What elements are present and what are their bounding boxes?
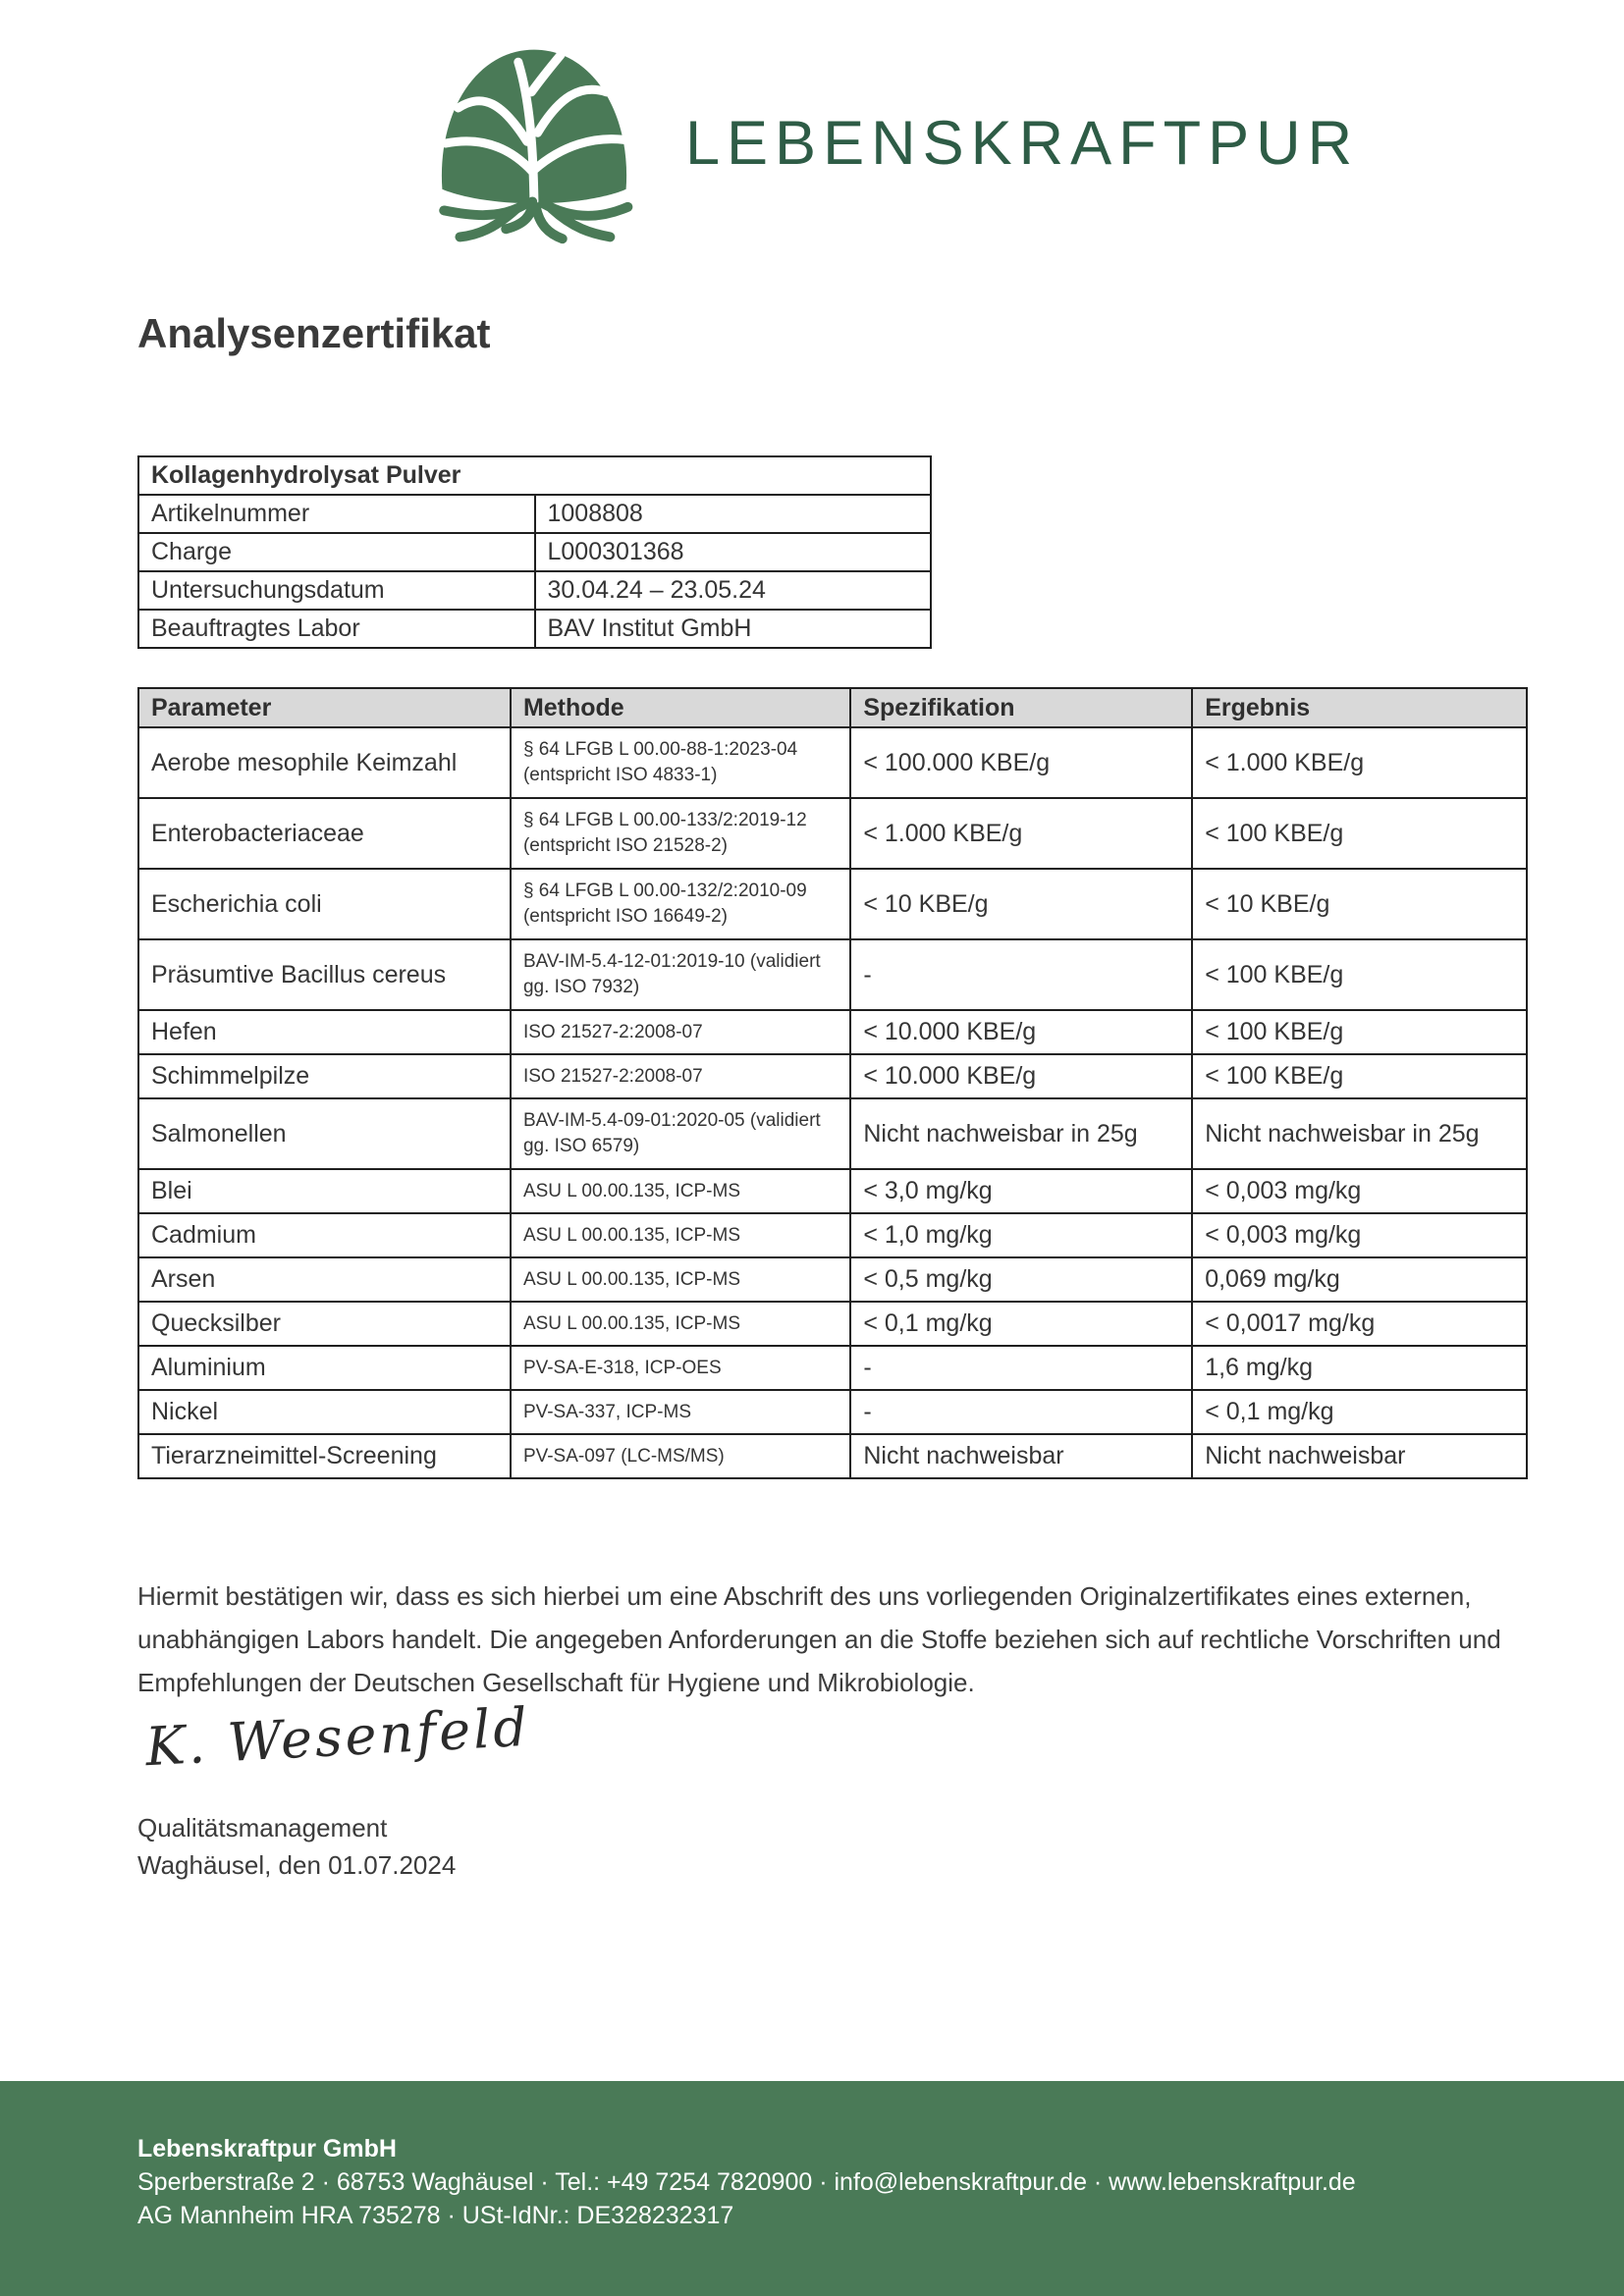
info-label: Untersuchungsdatum — [138, 571, 535, 610]
brand-wordmark: LEBENSKRAFTPUR — [685, 109, 1360, 178]
cell-parameter: Schimmelpilze — [138, 1054, 511, 1098]
cell-spezifikation: - — [850, 1346, 1192, 1390]
info-value: L000301368 — [535, 533, 932, 571]
cell-spezifikation: - — [850, 939, 1192, 1010]
table-row — [138, 1346, 1527, 1390]
column-header-ergebnis: Ergebnis — [1192, 688, 1527, 727]
results-header-row — [138, 688, 1527, 727]
analysis-results-table — [137, 687, 1528, 1479]
cell-ergebnis: < 100 KBE/g — [1192, 939, 1527, 1010]
confirmation-statement: Hiermit bestätigen wir, dass es sich hierbei um eine Abschrift des uns vorliegenden Originalzertifikates eines externen, unabhängigen Labors handelt. Die angegeben Anforderungen an die Stoffe beziehen sich auf rechtliche Vorschriften und Empfehlungen der Deutschen Gesellschaft für Hygiene und Mikrobiologie. — [137, 1581, 1501, 1697]
column-header-methode: Methode — [511, 688, 850, 727]
cell-spezifikation: < 10 KBE/g — [850, 869, 1192, 939]
cell-spezifikation: Nicht nachweisbar in 25g — [850, 1098, 1192, 1169]
cell-methode: ASU L 00.00.135, ICP-MS — [511, 1169, 850, 1213]
info-table-row — [138, 533, 931, 571]
page-title: Analysenzertifikat — [137, 310, 491, 356]
footer-registry-line: AG Mannheim HRA 735278 · USt-IdNr.: DE328232317 — [137, 2202, 734, 2229]
info-table-row — [138, 610, 931, 648]
logo — [420, 37, 1359, 249]
cell-spezifikation: < 3,0 mg/kg — [850, 1169, 1192, 1213]
table-row — [138, 1098, 1527, 1169]
cell-spezifikation: < 1.000 KBE/g — [850, 798, 1192, 869]
cell-spezifikation: < 100.000 KBE/g — [850, 727, 1192, 798]
cell-ergebnis: < 100 KBE/g — [1192, 1010, 1527, 1054]
info-label: Beauftragtes Labor — [138, 610, 535, 648]
info-table-body — [138, 456, 931, 648]
table-row — [138, 1213, 1527, 1257]
footer-address-line: Sperberstraße 2 · 68753 Waghäusel · Tel.: +49 7254 7820900 · info@lebenskraftpur.de · www.lebenskraftpur.de — [137, 2168, 1356, 2196]
table-row — [138, 939, 1527, 1010]
table-row — [138, 1169, 1527, 1213]
cell-methode: PV-SA-337, ICP-MS — [511, 1390, 850, 1434]
info-table-row — [138, 495, 931, 533]
cell-ergebnis: < 10 KBE/g — [1192, 869, 1527, 939]
cell-spezifikation: < 1,0 mg/kg — [850, 1213, 1192, 1257]
table-row — [138, 1054, 1527, 1098]
info-table-row — [138, 571, 931, 610]
cell-ergebnis: 0,069 mg/kg — [1192, 1257, 1527, 1302]
cell-methode: ASU L 00.00.135, ICP-MS — [511, 1213, 850, 1257]
table-row — [138, 1390, 1527, 1434]
cell-methode: § 64 LFGB L 00.00-88-1:2023-04 (entspricht ISO 4833-1) — [511, 727, 850, 798]
cell-methode: PV-SA-E-318, ICP-OES — [511, 1346, 850, 1390]
info-label: Charge — [138, 533, 535, 571]
cell-ergebnis: Nicht nachweisbar — [1192, 1434, 1527, 1478]
tree-with-roots-icon — [420, 37, 648, 249]
product-name: Kollagenhydrolysat Pulver — [138, 456, 931, 495]
cell-parameter: Aerobe mesophile Keimzahl — [138, 727, 511, 798]
cell-methode: § 64 LFGB L 00.00-133/2:2019-12 (entspricht ISO 21528-2) — [511, 798, 850, 869]
cell-methode: ISO 21527-2:2008-07 — [511, 1054, 850, 1098]
info-label: Artikelnummer — [138, 495, 535, 533]
cell-ergebnis: < 0,003 mg/kg — [1192, 1213, 1527, 1257]
cell-ergebnis: < 1.000 KBE/g — [1192, 727, 1527, 798]
signature-handwriting: K. Wesenfeld — [143, 1695, 532, 1779]
cell-parameter: Tierarzneimittel-Screening — [138, 1434, 511, 1478]
cell-parameter: Arsen — [138, 1257, 511, 1302]
cell-parameter: Salmonellen — [138, 1098, 511, 1169]
signature-place-date: Waghäusel, den 01.07.2024 — [137, 1850, 457, 1880]
cell-methode: BAV-IM-5.4-09-01:2020-05 (validiert gg. ISO 6579) — [511, 1098, 850, 1169]
cell-spezifikation: < 0,1 mg/kg — [850, 1302, 1192, 1346]
cell-ergebnis: < 0,1 mg/kg — [1192, 1390, 1527, 1434]
cell-methode: ISO 21527-2:2008-07 — [511, 1010, 850, 1054]
cell-spezifikation: < 10.000 KBE/g — [850, 1054, 1192, 1098]
cell-parameter: Aluminium — [138, 1346, 511, 1390]
footer — [0, 2081, 1624, 2296]
table-row — [138, 869, 1527, 939]
cell-methode: BAV-IM-5.4-12-01:2019-10 (validiert gg. ISO 7932) — [511, 939, 850, 1010]
cell-spezifikation: - — [850, 1390, 1192, 1434]
info-value: 1008808 — [535, 495, 932, 533]
cell-ergebnis: Nicht nachweisbar in 25g — [1192, 1098, 1527, 1169]
cell-methode: ASU L 00.00.135, ICP-MS — [511, 1257, 850, 1302]
cell-methode: PV-SA-097 (LC-MS/MS) — [511, 1434, 850, 1478]
table-row — [138, 727, 1527, 798]
cell-parameter: Nickel — [138, 1390, 511, 1434]
product-info-table — [137, 455, 932, 649]
footer-company-name: Lebenskraftpur GmbH — [137, 2135, 397, 2163]
cell-spezifikation: < 10.000 KBE/g — [850, 1010, 1192, 1054]
cell-methode: § 64 LFGB L 00.00-132/2:2010-09 (entspricht ISO 16649-2) — [511, 869, 850, 939]
cell-ergebnis: < 0,003 mg/kg — [1192, 1169, 1527, 1213]
cell-parameter: Enterobacteriaceae — [138, 798, 511, 869]
cell-parameter: Präsumtive Bacillus cereus — [138, 939, 511, 1010]
results-table-body — [138, 727, 1527, 1478]
cell-ergebnis: < 100 KBE/g — [1192, 1054, 1527, 1098]
table-row — [138, 1434, 1527, 1478]
info-table-header-row — [138, 456, 931, 495]
cell-parameter: Hefen — [138, 1010, 511, 1054]
cell-parameter: Escherichia coli — [138, 869, 511, 939]
cell-spezifikation: < 0,5 mg/kg — [850, 1257, 1192, 1302]
cell-parameter: Blei — [138, 1169, 511, 1213]
table-row — [138, 1010, 1527, 1054]
info-value: 30.04.24 – 23.05.24 — [535, 571, 932, 610]
table-row — [138, 1302, 1527, 1346]
table-row — [138, 1257, 1527, 1302]
cell-spezifikation: Nicht nachweisbar — [850, 1434, 1192, 1478]
signature-role: Qualitätsmanagement — [137, 1813, 388, 1842]
cell-ergebnis: 1,6 mg/kg — [1192, 1346, 1527, 1390]
cell-ergebnis: < 100 KBE/g — [1192, 798, 1527, 869]
cell-ergebnis: < 0,0017 mg/kg — [1192, 1302, 1527, 1346]
column-header-parameter: Parameter — [138, 688, 511, 727]
info-value: BAV Institut GmbH — [535, 610, 932, 648]
column-header-spezifikation: Spezifikation — [850, 688, 1192, 727]
table-row — [138, 798, 1527, 869]
cell-methode: ASU L 00.00.135, ICP-MS — [511, 1302, 850, 1346]
cell-parameter: Cadmium — [138, 1213, 511, 1257]
cell-parameter: Quecksilber — [138, 1302, 511, 1346]
